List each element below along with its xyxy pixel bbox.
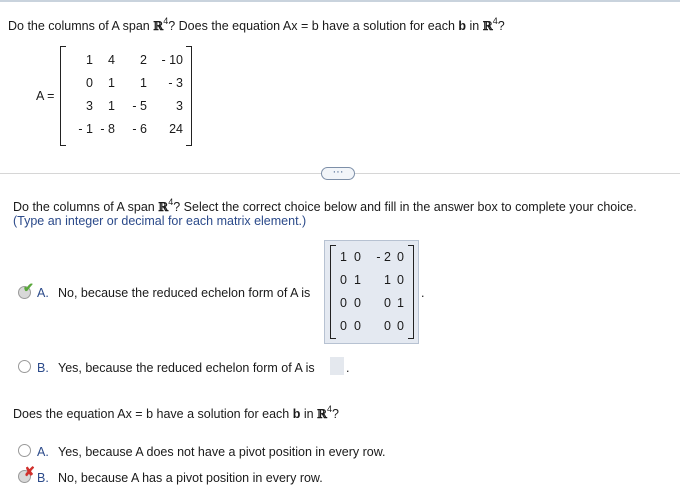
rref-cell: 0 — [340, 296, 347, 310]
question-bold-b: b — [458, 19, 467, 33]
matrix-a-cell: - 5 — [132, 99, 147, 113]
rref-cell: 0 — [397, 273, 404, 287]
rref-cell: 0 — [340, 319, 347, 333]
rref-matrix — [330, 245, 414, 339]
part1-space-r: ℝ — [158, 200, 169, 214]
matrix-a-cell: 1 — [108, 76, 115, 90]
part2-option-b-text: No, because A has a pivot position in every row. — [58, 471, 323, 485]
part1-option-a-period: . — [421, 286, 425, 300]
matrix-a-cell: 1 — [86, 53, 93, 67]
question-exponent: 4 — [163, 16, 169, 26]
rref-cell: 0 — [397, 250, 404, 264]
matrix-a-cell: - 3 — [168, 76, 183, 90]
question-exponent2: 4 — [492, 16, 498, 26]
matrix-a-cell: 24 — [169, 122, 183, 136]
matrix-a-cell: - 10 — [161, 53, 183, 67]
part2-prompt-a: Does the equation Ax = b have a solution for each — [13, 407, 293, 421]
rref-cell: - 2 — [376, 250, 391, 264]
rref-cell: 1 — [384, 273, 391, 287]
matrix-a-cell: 3 — [86, 99, 93, 113]
part1-option-a-letter: A. — [37, 286, 49, 300]
correct-check-icon: ✔ — [23, 280, 34, 295]
part1-prompt-a: Do the columns of A span — [13, 200, 159, 214]
part2-exponent: 4 — [327, 404, 333, 414]
part2-bold-b: b — [292, 407, 301, 421]
rref-cell: 0 — [354, 319, 361, 333]
part2-option-a-letter: A. — [37, 445, 49, 459]
part2-option-a-text: Yes, because A does not have a pivot position in every row. — [58, 445, 386, 459]
part2-option-b-letter: B. — [37, 471, 49, 485]
question-prefix: Do the columns of A span — [8, 19, 154, 33]
part2-prompt — [13, 404, 339, 421]
rref-cell: 0 — [354, 296, 361, 310]
rref-cell: 1 — [354, 273, 361, 287]
matrix-a-cell: - 8 — [100, 122, 115, 136]
matrix-a-label: A = — [36, 89, 55, 103]
matrix-a-cell: 2 — [140, 53, 147, 67]
rref-cell: 0 — [384, 296, 391, 310]
question-end: ? — [497, 19, 505, 33]
rref-cell: 0 — [397, 319, 404, 333]
rref-cell: 1 — [340, 250, 347, 264]
matrix-a-cell: - 6 — [132, 122, 147, 136]
part2-end: ? — [332, 407, 339, 421]
question-space-r2: ℝ — [482, 19, 493, 33]
rref-cell: 0 — [340, 273, 347, 287]
part1-option-a-text: No, because the reduced echelon form of A is — [58, 286, 311, 300]
matrix-a-cell: - 1 — [78, 122, 93, 136]
part1-option-b-letter: B. — [37, 361, 49, 375]
rref-cell: 0 — [354, 250, 361, 264]
part1-prompt-b: ? Select the correct choice below and fill in the answer box to complete your choice. — [173, 200, 637, 214]
rref-cell: 1 — [397, 296, 404, 310]
show-more-button[interactable]: ··· — [321, 167, 355, 180]
part1-option-b-radio[interactable] — [18, 360, 31, 373]
matrix-a-cell: 0 — [86, 76, 93, 90]
part1-option-b-answer-box[interactable] — [330, 357, 344, 375]
part2-in: in — [300, 407, 318, 421]
matrix-a — [60, 46, 192, 146]
part1-exponent: 4 — [168, 197, 174, 207]
question-in: in — [466, 19, 483, 33]
matrix-a-cell: 1 — [140, 76, 147, 90]
top-border — [0, 0, 680, 2]
rref-cell: 0 — [384, 319, 391, 333]
part1-hint: (Type an integer or decimal for each matrix element.) — [13, 214, 307, 228]
rref-answer-box[interactable] — [324, 240, 419, 344]
part1-option-b-period: . — [346, 361, 350, 375]
part2-space-r: ℝ — [317, 407, 328, 421]
part1-option-b-text: Yes, because the reduced echelon form of A is — [58, 361, 315, 375]
part2-option-a-radio[interactable] — [18, 444, 31, 457]
question-space-r: ℝ — [153, 19, 164, 33]
question-text — [8, 16, 505, 33]
matrix-a-cell: 4 — [108, 53, 115, 67]
matrix-a-cell: 1 — [108, 99, 115, 113]
matrix-a-cell: 3 — [176, 99, 183, 113]
part1-prompt — [13, 197, 637, 214]
incorrect-x-icon: ✘ — [24, 464, 35, 479]
question-middle: ? Does the equation Ax = b have a solution for each — [168, 19, 459, 33]
